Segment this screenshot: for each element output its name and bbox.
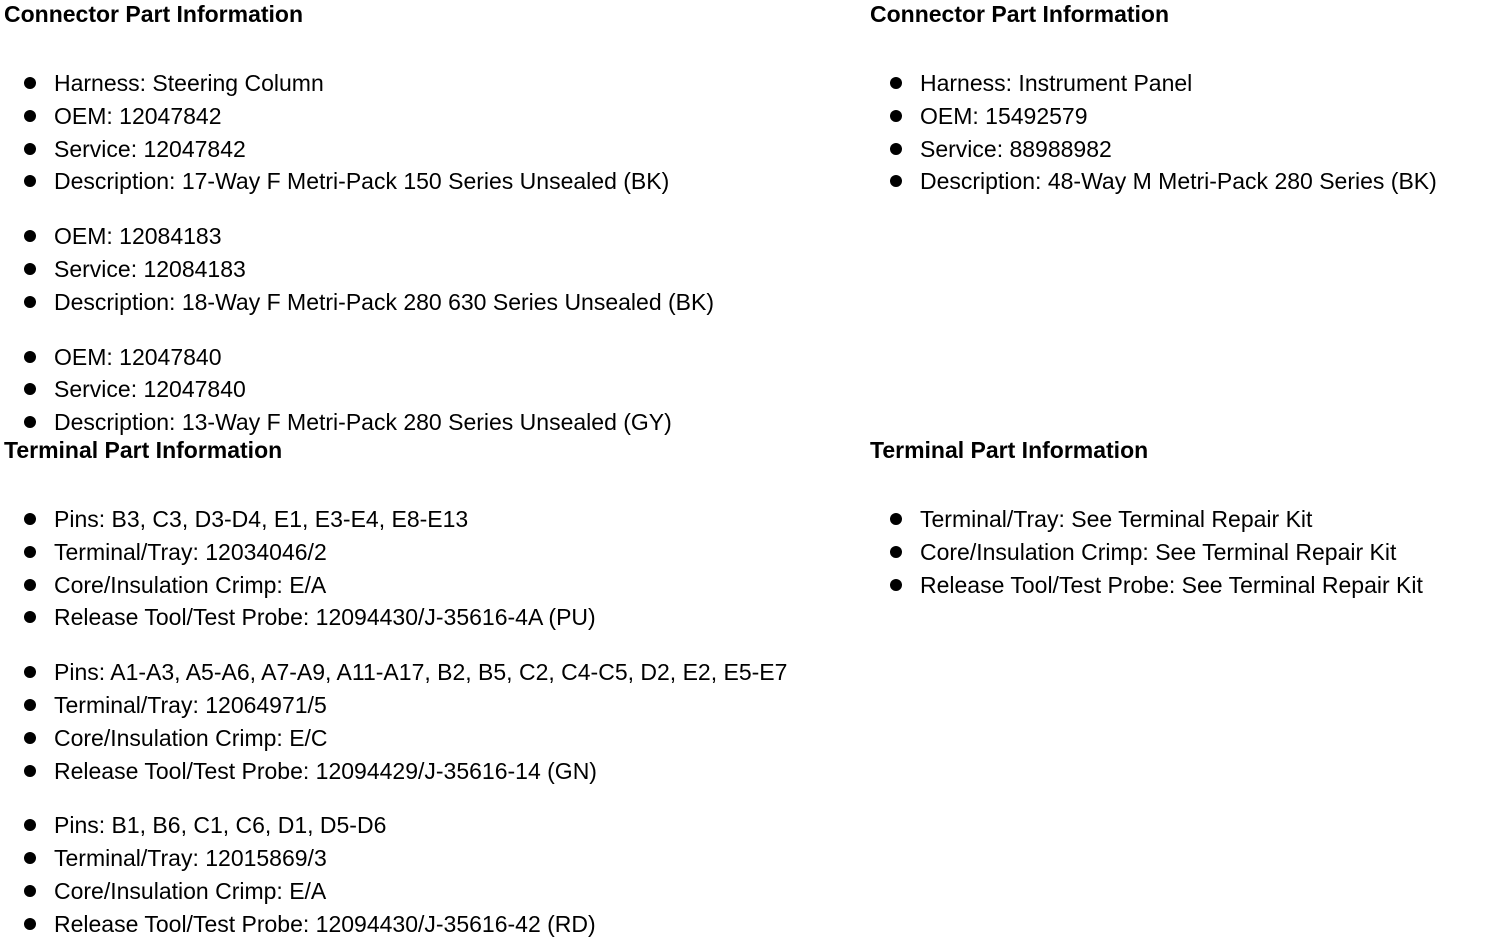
list-item-text: Service: 88988982 bbox=[920, 135, 1112, 162]
bullet-group bbox=[4, 220, 864, 318]
list-item bbox=[870, 503, 1500, 536]
bullet-icon bbox=[24, 732, 36, 744]
list-item bbox=[4, 253, 864, 286]
list-item bbox=[870, 67, 1500, 100]
section-body bbox=[4, 503, 864, 941]
bullet-group bbox=[870, 67, 1500, 198]
list-item-text: Service: 12047840 bbox=[54, 376, 246, 403]
bullet-icon bbox=[24, 546, 36, 558]
bullet-icon bbox=[890, 579, 902, 591]
list-item-text: Release Tool/Test Probe: See Terminal Repair Kit bbox=[920, 571, 1423, 598]
list-item-text: Harness: Instrument Panel bbox=[920, 70, 1193, 96]
bullet-group bbox=[4, 503, 864, 634]
bullet-icon bbox=[24, 918, 36, 930]
list-item bbox=[4, 656, 864, 689]
bullet-icon bbox=[24, 175, 36, 187]
list-item bbox=[4, 286, 864, 319]
list-item-text: Core/Insulation Crimp: E/A bbox=[54, 877, 327, 904]
bullet-icon bbox=[24, 416, 36, 428]
list-item bbox=[4, 722, 864, 755]
bullet-icon bbox=[24, 77, 36, 89]
list-item bbox=[4, 842, 864, 875]
list-item-text: Terminal/Tray: 12034046/2 bbox=[54, 538, 327, 565]
list-item bbox=[4, 220, 864, 253]
list-item bbox=[4, 908, 864, 941]
list-item bbox=[4, 373, 864, 406]
list-item-text: Description: 18-Way F Metri-Pack 280 630 Series Unsealed (BK) bbox=[54, 288, 715, 315]
list-item-text: Core/Insulation Crimp: E/C bbox=[54, 724, 328, 751]
bullet-icon bbox=[890, 143, 902, 155]
section-title: Terminal Part Information bbox=[870, 437, 1149, 463]
list-item-text: Terminal/Tray: See Terminal Repair Kit bbox=[920, 506, 1313, 532]
list-item-text: Pins: A1-A3, A5-A6, A7-A9, A11-A17, B2, B5, C2, C4-C5, D2, E2, E5-E7 bbox=[54, 659, 788, 686]
list-item-text: Service: 12084183 bbox=[54, 255, 246, 282]
bullet-group bbox=[870, 503, 1500, 601]
bullet-icon bbox=[890, 175, 902, 187]
list-item bbox=[4, 809, 864, 842]
list-item-text: Pins: B1, B6, C1, C6, D1, D5-D6 bbox=[54, 812, 387, 839]
list-item bbox=[4, 406, 864, 439]
bullet-icon bbox=[24, 699, 36, 711]
bullet-icon bbox=[24, 765, 36, 777]
bullet-icon bbox=[24, 110, 36, 122]
list-item-text: Release Tool/Test Probe: 12094430/J-35616-42 (RD) bbox=[54, 910, 596, 937]
list-item bbox=[870, 165, 1500, 198]
bullet-icon bbox=[24, 296, 36, 308]
list-item bbox=[4, 601, 864, 634]
list-item-text: OEM: 15492579 bbox=[920, 102, 1088, 129]
section-body bbox=[4, 67, 864, 439]
bullet-icon bbox=[24, 819, 36, 831]
list-item-text: Core/Insulation Crimp: E/A bbox=[54, 571, 327, 598]
bullet-icon bbox=[24, 513, 36, 525]
list-item-text: OEM: 12047840 bbox=[54, 343, 222, 370]
bullet-icon bbox=[890, 77, 902, 89]
bullet-icon bbox=[24, 230, 36, 242]
list-item bbox=[4, 165, 864, 198]
list-item bbox=[4, 755, 864, 788]
list-item-text: Release Tool/Test Probe: 12094430/J-35616-4A (PU) bbox=[54, 604, 596, 631]
right-terminal-section bbox=[870, 436, 1500, 601]
list-item-text: Terminal/Tray: 12064971/5 bbox=[54, 691, 327, 718]
bullet-icon bbox=[24, 351, 36, 363]
list-item bbox=[4, 133, 864, 166]
bullet-group bbox=[4, 341, 864, 439]
list-item-text: Service: 12047842 bbox=[54, 135, 246, 162]
right-connector-section bbox=[870, 0, 1500, 198]
list-item-text: Description: 17-Way F Metri-Pack 150 Series Unsealed (BK) bbox=[54, 168, 670, 195]
section-body bbox=[870, 67, 1500, 198]
left-connector-section bbox=[4, 0, 864, 439]
list-item bbox=[870, 569, 1500, 602]
bullet-icon bbox=[24, 611, 36, 623]
section-title: Connector Part Information bbox=[870, 1, 1170, 27]
bullet-icon bbox=[24, 143, 36, 155]
list-item bbox=[4, 67, 864, 100]
bullet-group bbox=[4, 67, 864, 198]
list-item-text: Harness: Steering Column bbox=[54, 70, 324, 96]
section-title: Terminal Part Information bbox=[4, 437, 283, 463]
list-item-text: Release Tool/Test Probe: 12094429/J-35616-14 (GN) bbox=[54, 757, 597, 784]
list-item bbox=[4, 100, 864, 133]
list-item bbox=[4, 503, 864, 536]
list-item-text: OEM: 12047842 bbox=[54, 102, 222, 129]
list-item-text: Core/Insulation Crimp: See Terminal Repair Kit bbox=[920, 538, 1397, 565]
bullet-group bbox=[4, 656, 864, 787]
bullet-icon bbox=[890, 546, 902, 558]
bullet-icon bbox=[24, 885, 36, 897]
list-item-text: OEM: 12084183 bbox=[54, 223, 222, 250]
list-item-text: Description: 13-Way F Metri-Pack 280 Series Unsealed (GY) bbox=[54, 409, 672, 436]
bullet-group bbox=[4, 809, 864, 940]
list-item bbox=[4, 341, 864, 374]
list-item-text: Terminal/Tray: 12015869/3 bbox=[54, 845, 327, 872]
list-item bbox=[4, 689, 864, 722]
list-item-text: Description: 48-Way M Metri-Pack 280 Series (BK) bbox=[920, 168, 1437, 195]
bullet-icon bbox=[890, 513, 902, 525]
list-item bbox=[4, 569, 864, 602]
bullet-icon bbox=[24, 383, 36, 395]
list-item bbox=[4, 536, 864, 569]
bullet-icon bbox=[24, 263, 36, 275]
list-item bbox=[4, 875, 864, 908]
bullet-icon bbox=[24, 579, 36, 591]
bullet-icon bbox=[24, 852, 36, 864]
list-item bbox=[870, 100, 1500, 133]
section-body bbox=[870, 503, 1500, 601]
list-item bbox=[870, 536, 1500, 569]
bullet-icon bbox=[24, 666, 36, 678]
left-terminal-section bbox=[4, 436, 864, 941]
list-item bbox=[870, 133, 1500, 166]
section-title: Connector Part Information bbox=[4, 1, 304, 27]
list-item-text: Pins: B3, C3, D3-D4, E1, E3-E4, E8-E13 bbox=[54, 506, 469, 532]
bullet-icon bbox=[890, 110, 902, 122]
